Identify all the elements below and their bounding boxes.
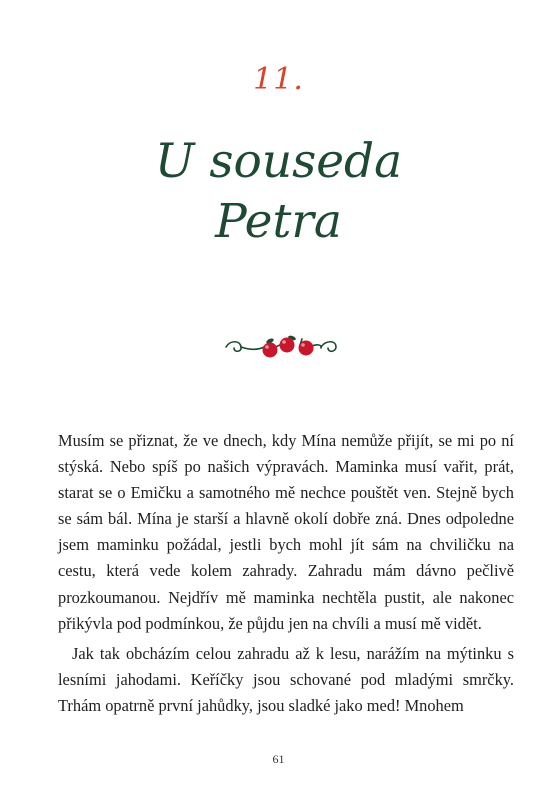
berries-vine-ornament-icon — [222, 328, 340, 364]
chapter-title — [0, 132, 557, 252]
paragraph-1: Musím se přiznat, že ve dnech, kdy Mína nemůže přijít, se mi po ní stýská. Nebo spíš po našich výpravách. Maminka musí vařit, prát, starat se o Emičku a samotného mě nechce pouštět ven. Stejně bych se sám bál. Mína je starší a hlavně okolí dobře zná. Dnes odpoledne jsem maminku požádal, jestli bych mohl jít sám na chviličku na cestu, která vede kolem zahrady. Zahradu mám dávno pečlivě prozkoumanou. Nejdřív mě maminka nechtěla pustit, ale nakonec přikývla pod podmínkou, že půjdu jen na chvíli a musí mě vidět. — [58, 431, 514, 633]
chapter-title-line-1: U souseda — [154, 134, 403, 189]
paragraph-2: Jak tak obcházím celou zahradu až k lesu, narážím na mýtinku s lesními jahodami. Keříčky jsou schované pod mladými smrčky. Trhám opatrně první jahůdky, jsou sladké jako med! Mnohem — [58, 643, 514, 715]
chapter-title-line-2: Petra — [215, 194, 342, 249]
page-number: 61 — [272, 752, 285, 766]
chapter-number: 11. — [253, 62, 304, 97]
body-text — [58, 428, 514, 719]
